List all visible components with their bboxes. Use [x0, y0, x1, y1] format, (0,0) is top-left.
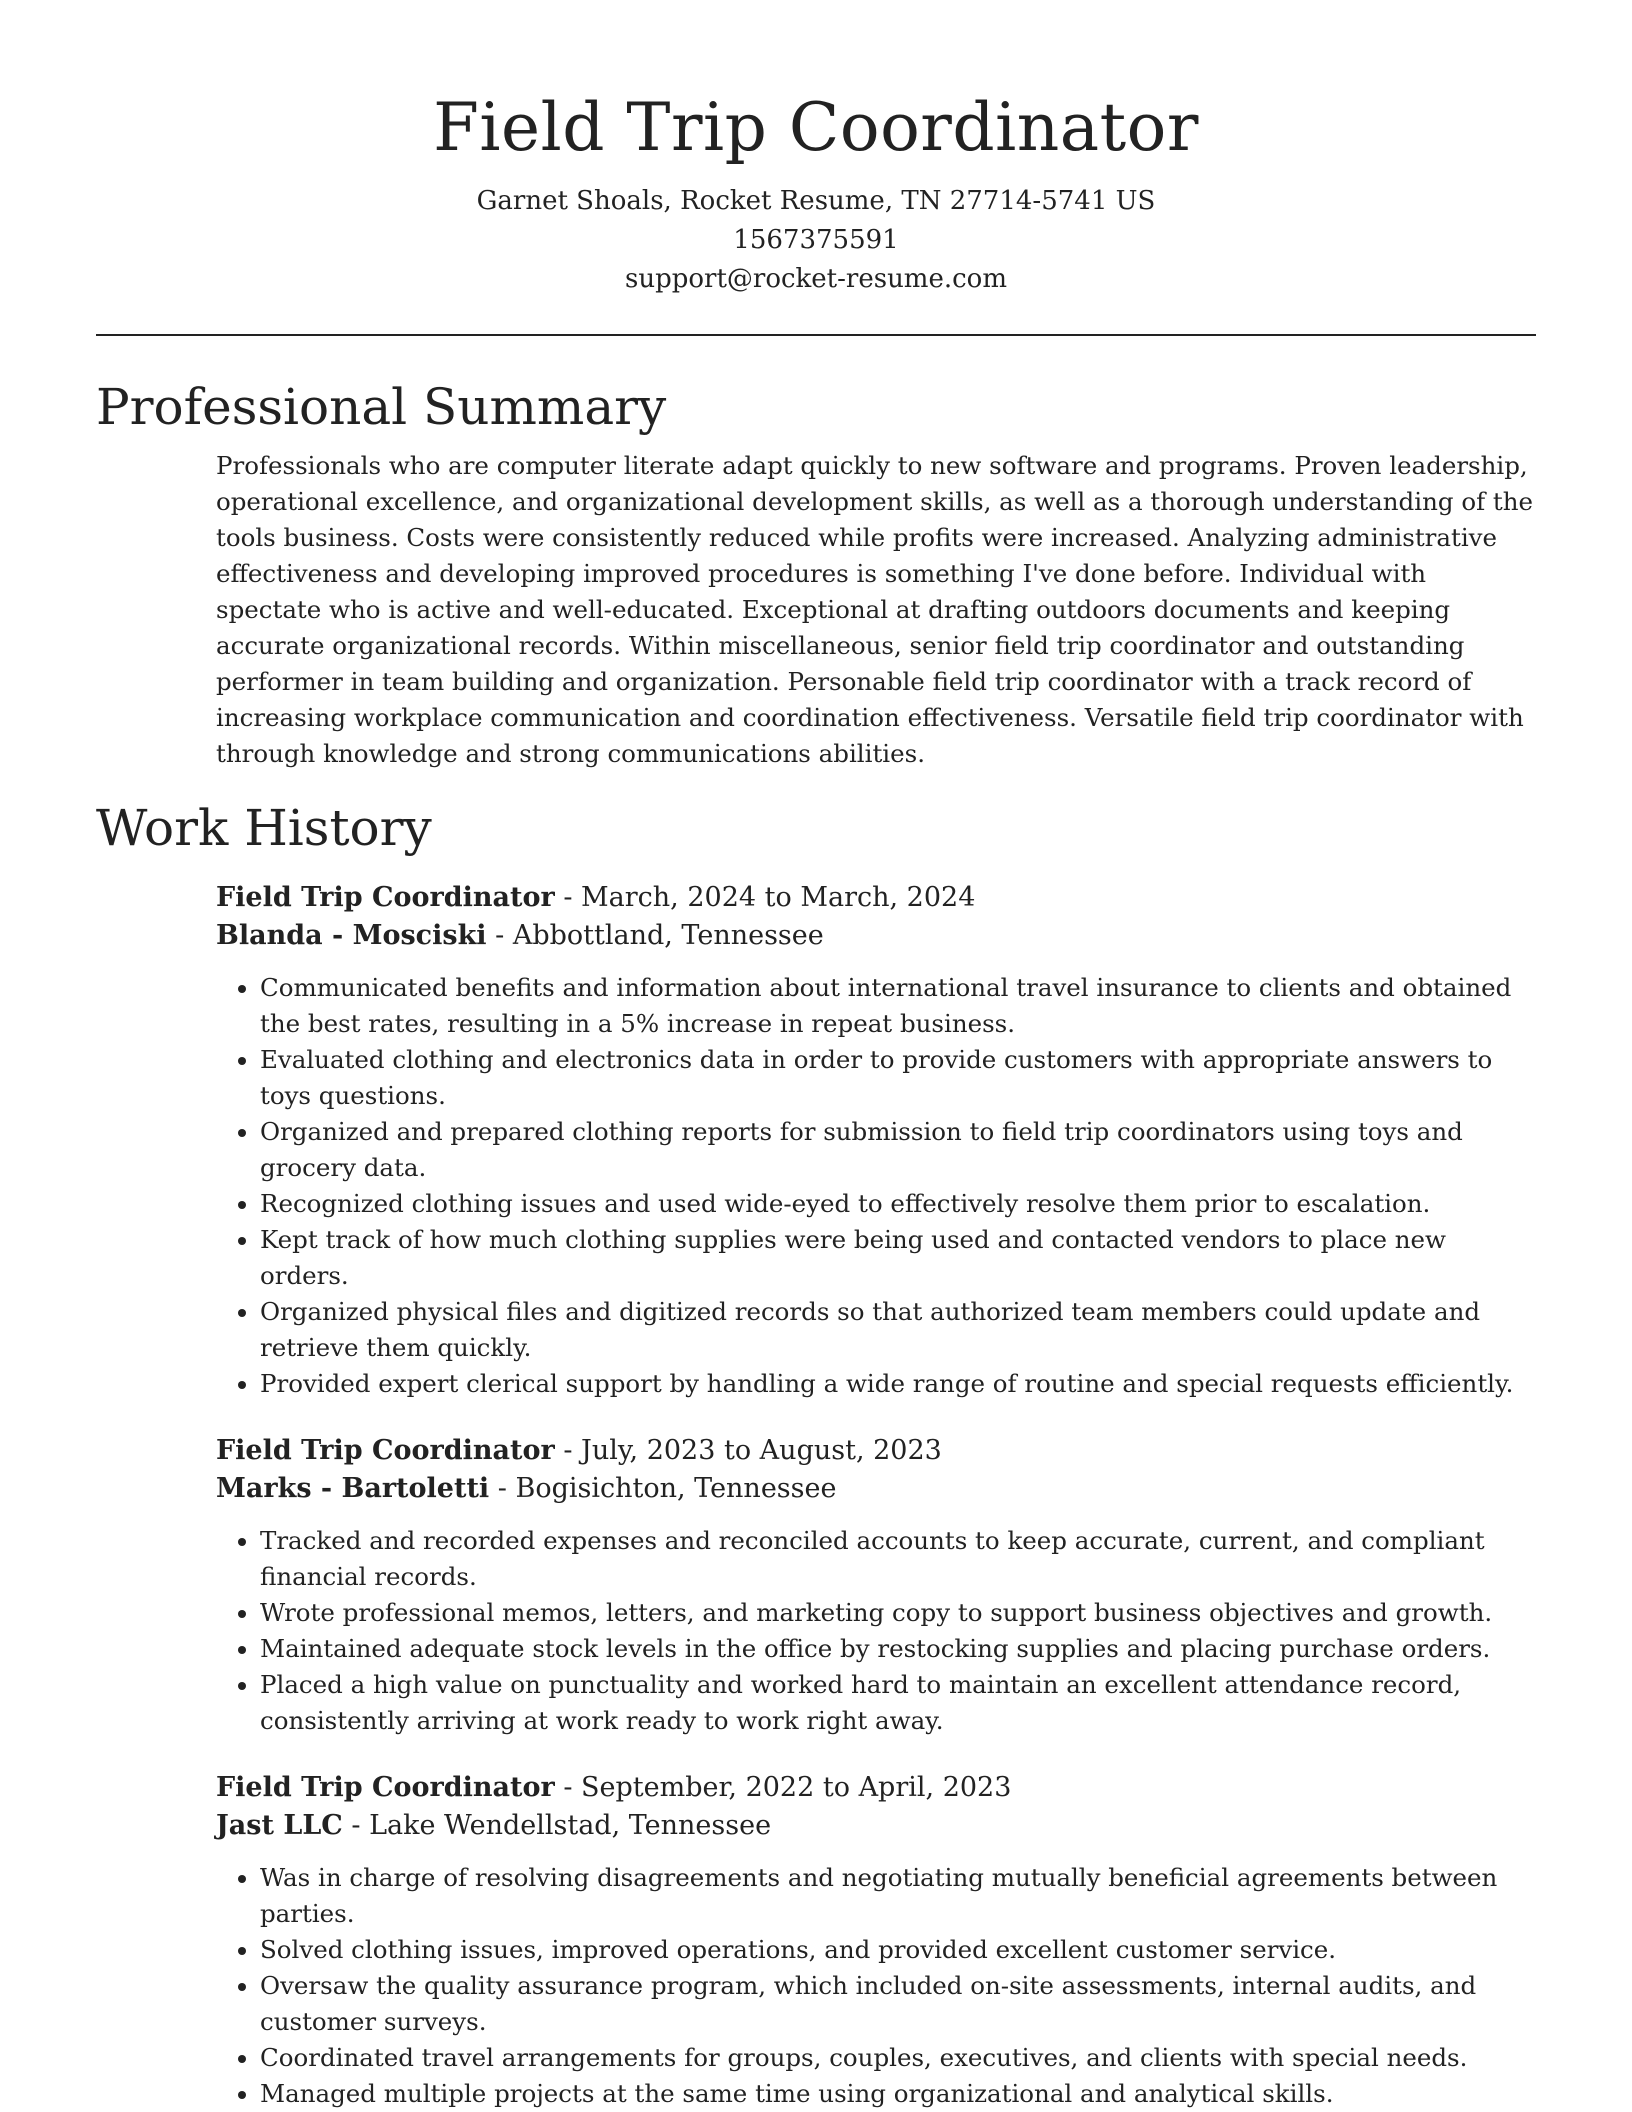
job-bullet: • Organized physical files and digitized records so that authorized team members could update and retrieve them quickly. — [260, 1294, 1536, 1366]
contact-email: support@rocket-resume.com — [624, 264, 1007, 294]
work-history-heading: Work History — [96, 798, 432, 857]
job-title-line — [216, 879, 1536, 917]
summary-heading: Professional Summary — [96, 378, 667, 436]
job-title-line — [216, 1769, 1536, 1807]
job-bullet: • Maintained adequate stock levels in the office by restocking supplies and placing purchase orders. — [260, 1631, 1536, 1667]
job-company: Marks - Bartoletti — [216, 1472, 490, 1504]
resume-name: Field Trip Coordinator — [433, 89, 1199, 166]
job-location: - Abbottland, Tennessee — [486, 919, 824, 951]
job-company-line — [216, 1807, 1536, 1845]
header-divider — [96, 334, 1536, 336]
job-bullet: • Kept track of how much clothing supplies were being used and contacted vendors to place new orders. — [260, 1222, 1536, 1294]
job-location: - Lake Wendellstad, Tennessee — [342, 1809, 772, 1841]
job-entry — [216, 879, 1536, 1402]
job-bullet: • Managed multiple projects at the same time using organizational and analytical skills. — [260, 2076, 1536, 2112]
job-bullet: • Communicated benefits and information about international travel insurance to clients and obtained the best rates, resulting in a 5% increase in repeat business. — [260, 970, 1536, 1042]
job-dates: - July, 2023 to August, 2023 — [554, 1434, 942, 1466]
job-bullet: • Evaluated clothing and electronics data in order to provide customers with appropriate answers to toys questions. — [260, 1042, 1536, 1114]
contact-info — [96, 182, 1536, 299]
job-bullet: • Oversaw the quality assurance program, which included on-site assessments, internal audits, and customer surveys. — [260, 1968, 1536, 2040]
resume-header — [96, 0, 1536, 299]
job-role: Field Trip Coordinator — [216, 881, 555, 913]
job-entry — [216, 1432, 1536, 1739]
contact-address: Garnet Shoals, Rocket Resume, TN 27714-5741 US — [476, 186, 1156, 216]
job-company-line — [216, 917, 1536, 955]
job-bullet: • Coordinated travel arrangements for groups, couples, executives, and clients with special needs. — [260, 2040, 1536, 2076]
job-bullet: • Placed a high value on punctuality and worked hard to maintain an excellent attendance record, consistently arriving at work ready to work right away. — [260, 1667, 1536, 1739]
job-location: - Bogisichton, Tennessee — [489, 1472, 837, 1504]
job-bullet: • Recognized clothing issues and used wide-eyed to effectively resolve them prior to escalation. — [260, 1186, 1536, 1222]
job-dates: - March, 2024 to March, 2024 — [554, 881, 976, 913]
job-bullets — [216, 1523, 1536, 1739]
summary-text: Professionals who are computer literate adapt quickly to new software and programs. Proven leadership, operational excellence, and organizational development skills, as well as a thorough understanding of the tools business. Costs were consistently reduced while profits were increased. Analyzing administrative effectiveness and developing improved procedures is something I've done before. Individual with spectate who is active and well-educated. Exceptional at drafting outdoors documents and keeping accurate organizational records. Within miscellaneous, senior field trip coordinator and outstanding performer in team building and organization. Personable field trip coordinator with a track record of increasing workplace communication and coordination effectiveness. Versatile field trip coordinator with through knowledge and strong communications abilities. — [216, 451, 1534, 768]
job-bullet: • Was in charge of resolving disagreements and negotiating mutually beneficial agreements between parties. — [260, 1860, 1536, 1932]
job-company: Blanda - Mosciski — [216, 919, 487, 951]
job-bullet: • Tracked and recorded expenses and reconciled accounts to keep accurate, current, and compliant financial records. — [260, 1523, 1536, 1595]
job-title-line — [216, 1432, 1536, 1470]
job-role: Field Trip Coordinator — [216, 1771, 555, 1803]
job-bullet: • Wrote professional memos, letters, and marketing copy to support business objectives and growth. — [260, 1595, 1536, 1631]
contact-phone: 1567375591 — [733, 225, 899, 255]
job-entry — [216, 1769, 1536, 2112]
work-history-section — [96, 797, 1536, 2112]
job-bullet: • Provided expert clerical support by handling a wide range of routine and special requests efficiently. — [260, 1366, 1536, 1402]
summary-section — [96, 376, 1536, 772]
job-company: Jast LLC — [216, 1809, 343, 1841]
resume-page — [96, 0, 1536, 2112]
job-bullets — [216, 1860, 1536, 2112]
job-company-line — [216, 1470, 1536, 1508]
job-bullet: • Organized and prepared clothing reports for submission to field trip coordinators using toys and grocery data. — [260, 1114, 1536, 1186]
job-bullet: • Solved clothing issues, improved operations, and provided excellent customer service. — [260, 1932, 1536, 1968]
job-dates: - September, 2022 to April, 2023 — [554, 1771, 1012, 1803]
job-bullets — [216, 970, 1536, 1402]
job-role: Field Trip Coordinator — [216, 1434, 555, 1466]
